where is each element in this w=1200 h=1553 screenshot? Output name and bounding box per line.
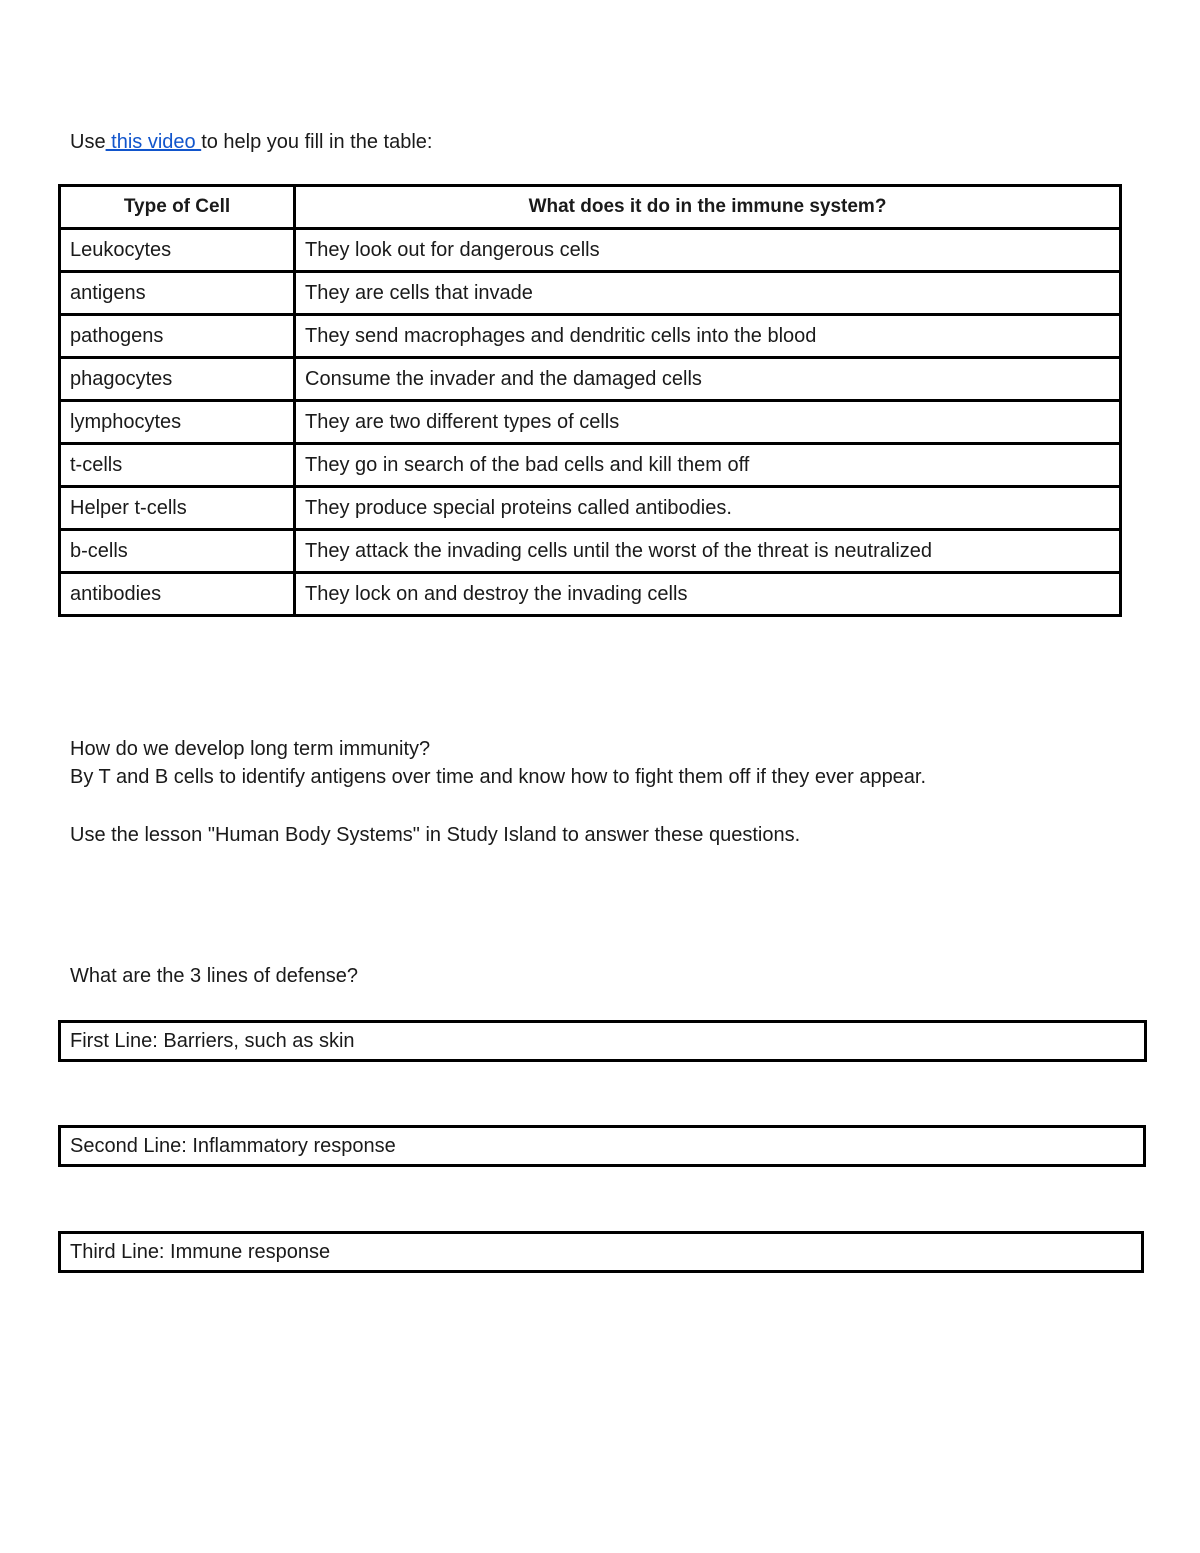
intro-prefix: Use (70, 131, 106, 153)
header-function: What does it do in the immune system? (295, 186, 1121, 229)
cell-function[interactable]: They attack the invading cells until the worst of the threat is neutralized (295, 530, 1121, 573)
cell-type[interactable]: b-cells (60, 530, 295, 573)
second-line-box[interactable]: Second Line: Inflammatory response (58, 1125, 1146, 1167)
cell-function[interactable]: They look out for dangerous cells (295, 229, 1121, 272)
intro-line (70, 130, 432, 154)
cell-type[interactable]: Helper t-cells (60, 487, 295, 530)
table-row (60, 315, 1121, 358)
header-type-of-cell: Type of Cell (60, 186, 295, 229)
cell-function[interactable]: They produce special proteins called antibodies. (295, 487, 1121, 530)
table-row (60, 487, 1121, 530)
table-row (60, 444, 1121, 487)
cell-type[interactable]: antigens (60, 272, 295, 315)
lesson-note: Use the lesson "Human Body Systems" in Study Island to answer these questions. (70, 824, 801, 846)
cell-function[interactable]: They are cells that invade (295, 272, 1121, 315)
table-row (60, 358, 1121, 401)
immunity-question: How do we develop long term immunity? (70, 738, 431, 760)
cell-function[interactable]: They send macrophages and dendritic cells into the blood (295, 315, 1121, 358)
table-row (60, 229, 1121, 272)
cell-table (58, 184, 1122, 617)
cell-type[interactable]: antibodies (60, 573, 295, 616)
table-row (60, 530, 1121, 573)
cell-function[interactable]: They lock on and destroy the invading cells (295, 573, 1121, 616)
cell-type[interactable]: Leukocytes (60, 229, 295, 272)
cell-function[interactable]: They are two different types of cells (295, 401, 1121, 444)
cell-type[interactable]: pathogens (60, 315, 295, 358)
cell-function[interactable]: Consume the invader and the damaged cells (295, 358, 1121, 401)
table-row (60, 401, 1121, 444)
table-row (60, 573, 1121, 616)
third-line-box[interactable]: Third Line: Immune response (58, 1231, 1144, 1273)
table-row (60, 272, 1121, 315)
table-header-row (60, 186, 1121, 229)
intro-suffix: to help you fill in the table: (201, 131, 433, 153)
cell-function[interactable]: They go in search of the bad cells and kill them off (295, 444, 1121, 487)
cell-type[interactable]: lymphocytes (60, 401, 295, 444)
immunity-answer[interactable]: By T and B cells to identify antigens over time and know how to fight them off if they ever appear. (70, 766, 927, 788)
defense-question: What are the 3 lines of defense? (70, 965, 358, 987)
cell-type[interactable]: phagocytes (60, 358, 295, 401)
cell-type[interactable]: t-cells (60, 444, 295, 487)
first-line-box[interactable]: First Line: Barriers, such as skin (58, 1020, 1147, 1062)
video-link[interactable]: this video (105, 131, 202, 153)
